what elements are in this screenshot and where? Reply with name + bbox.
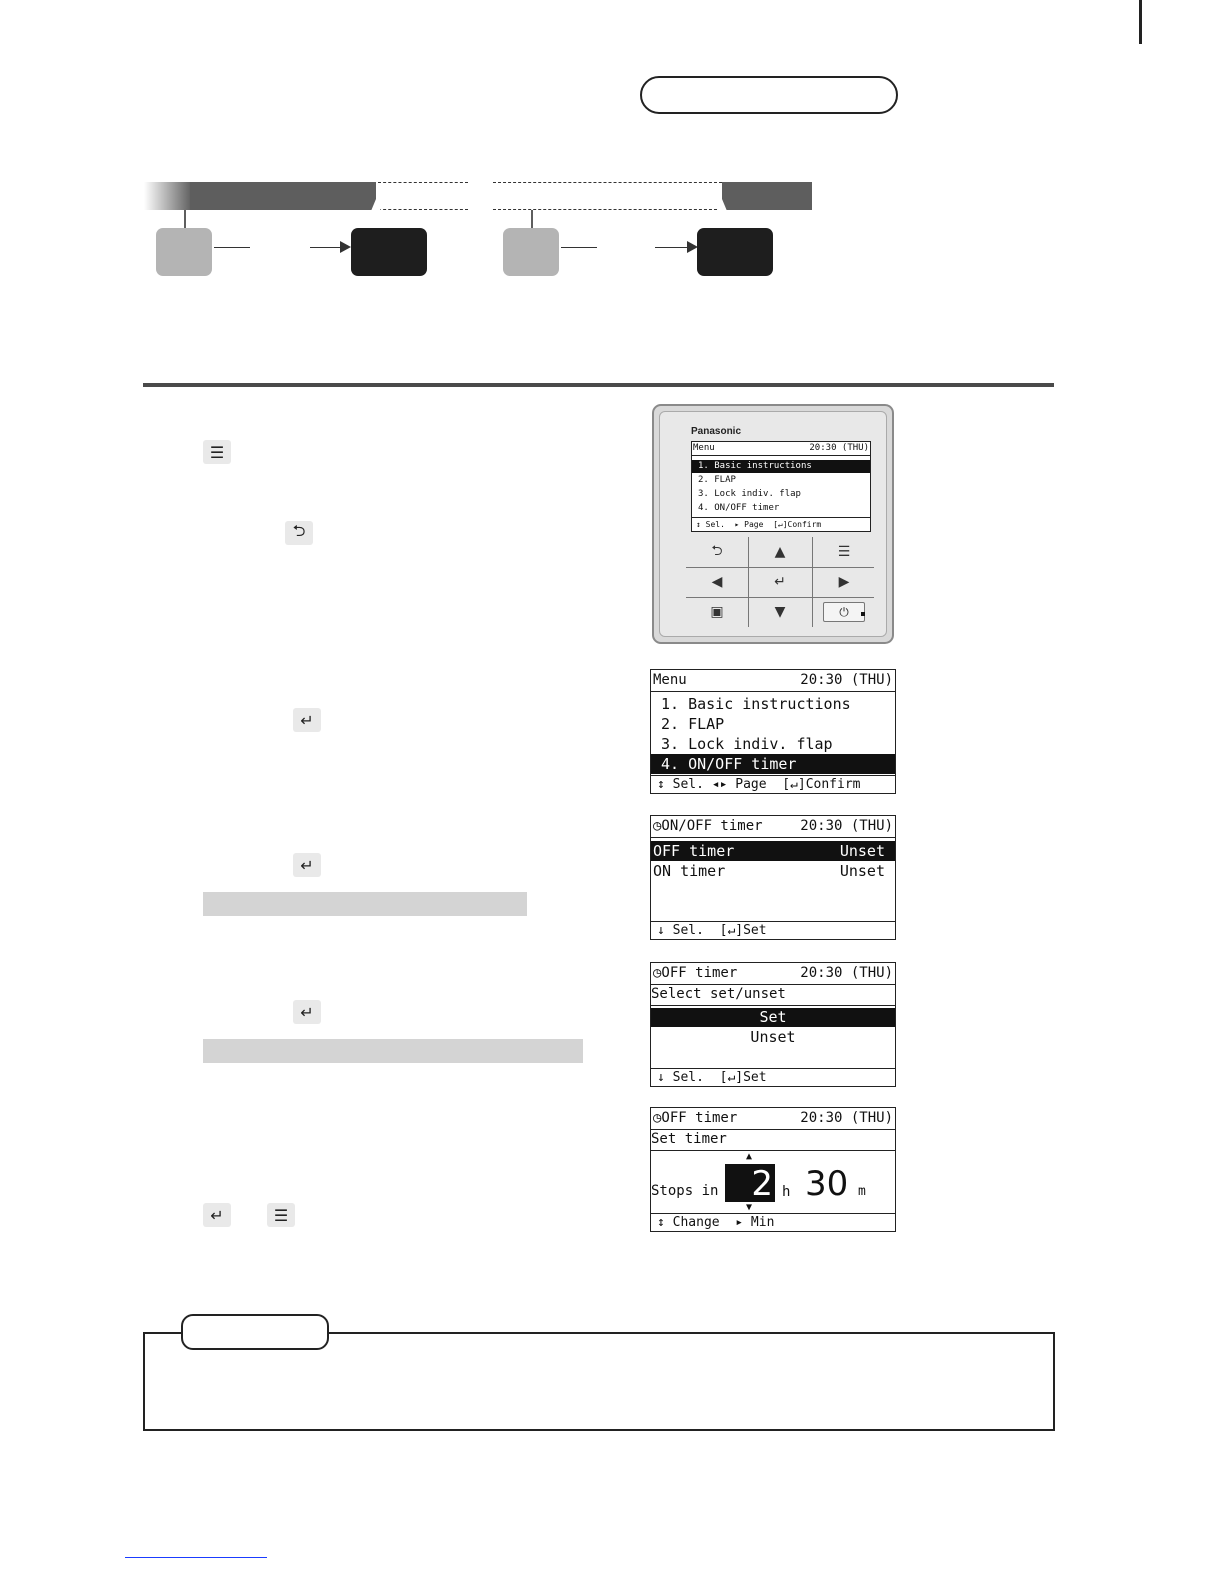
lcd-clock: 20:30 (THU) bbox=[800, 1110, 893, 1126]
lcd-onoff-timer-screen bbox=[650, 815, 896, 940]
up-button[interactable]: ▲ bbox=[774, 544, 786, 560]
remote-lcd-item: 1. Basic instructions bbox=[692, 460, 870, 473]
menu-item-selected[interactable]: 4. ON/OFF timer bbox=[651, 754, 895, 774]
lcd-header bbox=[651, 1108, 895, 1130]
remote-button-grid bbox=[686, 537, 874, 627]
remote-lcd-footer: ↕ Sel. ▸ Page [↵]Confirm bbox=[692, 517, 870, 531]
minutes-unit: m bbox=[858, 1184, 866, 1199]
menu-key-icon: ☰ bbox=[203, 440, 231, 464]
hours-value[interactable]: 2 bbox=[725, 1164, 775, 1202]
note-label-pill bbox=[181, 1314, 329, 1350]
timeline-notch bbox=[717, 199, 727, 211]
row-label: OFF timer bbox=[653, 842, 735, 860]
section-divider bbox=[143, 383, 1054, 387]
menu-key-icon: ☰ bbox=[267, 1203, 295, 1227]
timeline-dash bbox=[493, 209, 722, 210]
remote-lcd-clock: 20:30 (THU) bbox=[809, 443, 869, 453]
lcd-title: ◷ON/OFF timer bbox=[653, 818, 763, 834]
menu-item[interactable]: 3. Lock indiv. flap bbox=[661, 735, 833, 753]
option-set[interactable]: Set bbox=[651, 1008, 895, 1027]
enter-key-icon: ↵ bbox=[293, 708, 321, 732]
operation-lamp bbox=[861, 612, 865, 616]
lcd-set-timer-screen bbox=[650, 1107, 896, 1232]
lcd-footer: ↕ Change ▸ Min bbox=[651, 1213, 895, 1231]
lcd-title: ◷OFF timer bbox=[653, 1110, 738, 1126]
timeline-bar-running bbox=[190, 182, 376, 210]
section-header-pill bbox=[640, 76, 898, 114]
arrow-line bbox=[655, 247, 687, 248]
row-label: ON timer bbox=[653, 862, 726, 880]
timer-set-box bbox=[156, 228, 212, 276]
menu-item[interactable]: 1. Basic instructions bbox=[661, 695, 851, 713]
lcd-clock: 20:30 (THU) bbox=[800, 965, 893, 981]
lcd-subtitle: Set timer bbox=[651, 1129, 895, 1151]
lcd-footer: ↕ Sel. ◂▸ Page [↵]Confirm bbox=[651, 775, 895, 793]
row-value: Unset bbox=[839, 842, 885, 860]
stops-in-label: Stops in bbox=[651, 1183, 719, 1199]
menu-item[interactable]: 2. FLAP bbox=[661, 715, 725, 733]
hours-unit: h bbox=[782, 1184, 791, 1200]
lcd-title: Menu bbox=[653, 672, 687, 688]
remote-lcd-title: Menu bbox=[693, 443, 715, 453]
arrow-line bbox=[561, 247, 597, 248]
lcd-menu-screen bbox=[650, 669, 896, 794]
highlight-strip bbox=[203, 892, 527, 916]
arrow-head-icon bbox=[340, 241, 351, 253]
brand-logo: Panasonic bbox=[691, 426, 742, 437]
menu-button[interactable]: ☰ bbox=[837, 544, 851, 560]
quick-button[interactable]: ▣ bbox=[710, 604, 724, 620]
lcd-subtitle: Select set/unset bbox=[651, 984, 895, 1006]
right-button[interactable]: ▶ bbox=[838, 574, 850, 590]
remote-controller bbox=[652, 404, 894, 644]
timeline-dash bbox=[493, 182, 722, 183]
timeline-tick bbox=[531, 210, 533, 228]
decrease-arrow-icon[interactable]: ▼ bbox=[746, 1202, 753, 1213]
timeline-dash bbox=[378, 182, 468, 183]
remote-lcd-item: 3. Lock indiv. flap bbox=[698, 489, 801, 499]
timeline-bar-fade bbox=[144, 182, 192, 210]
lcd-header bbox=[651, 963, 895, 985]
lcd-title: ◷OFF timer bbox=[653, 965, 738, 981]
page-edge-line bbox=[1139, 0, 1142, 44]
timeline-dash bbox=[378, 209, 468, 210]
lcd-set-unset-screen bbox=[650, 962, 896, 1087]
lcd-clock: 20:30 (THU) bbox=[800, 818, 893, 834]
operation-stop-box bbox=[351, 228, 427, 276]
lcd-header bbox=[651, 816, 895, 838]
enter-key-icon: ↵ bbox=[293, 853, 321, 877]
lcd-header bbox=[651, 670, 895, 692]
timer-set-box bbox=[503, 228, 559, 276]
increase-arrow-icon[interactable]: ▲ bbox=[746, 1151, 753, 1162]
on-timer-row[interactable] bbox=[651, 861, 895, 881]
lcd-footer: ↓ Sel. [↵]Set bbox=[651, 1068, 895, 1086]
footer-link-underline bbox=[125, 1557, 267, 1558]
operation-stop-box bbox=[697, 228, 773, 276]
option-unset[interactable]: Unset bbox=[750, 1028, 796, 1046]
lcd-clock: 20:30 (THU) bbox=[800, 672, 893, 688]
power-button[interactable]: ⏻ bbox=[813, 597, 875, 627]
arrow-line bbox=[214, 247, 250, 248]
left-button[interactable]: ◀ bbox=[711, 574, 723, 590]
off-timer-row[interactable] bbox=[651, 841, 895, 861]
arrow-line bbox=[310, 247, 340, 248]
remote-lcd-item: 2. FLAP bbox=[698, 475, 736, 485]
enter-key-icon: ↵ bbox=[203, 1203, 231, 1227]
back-button[interactable]: ⮌ bbox=[711, 543, 723, 559]
remote-lcd bbox=[691, 441, 871, 532]
enter-button[interactable]: ↵ bbox=[774, 574, 786, 590]
remote-lcd-item: 4. ON/OFF timer bbox=[698, 503, 780, 513]
lcd-footer: ↓ Sel. [↵]Set bbox=[651, 921, 895, 939]
back-key-icon: ⮌ bbox=[285, 521, 313, 545]
minutes-value[interactable]: 30 bbox=[805, 1164, 849, 1204]
timeline-bar-running bbox=[722, 182, 812, 210]
enter-key-icon: ↵ bbox=[293, 1000, 321, 1024]
row-value: Unset bbox=[839, 862, 885, 880]
timeline-notch bbox=[371, 199, 381, 211]
down-button[interactable]: ▼ bbox=[774, 604, 786, 620]
highlight-strip bbox=[203, 1039, 583, 1063]
timeline-tick bbox=[184, 210, 186, 228]
